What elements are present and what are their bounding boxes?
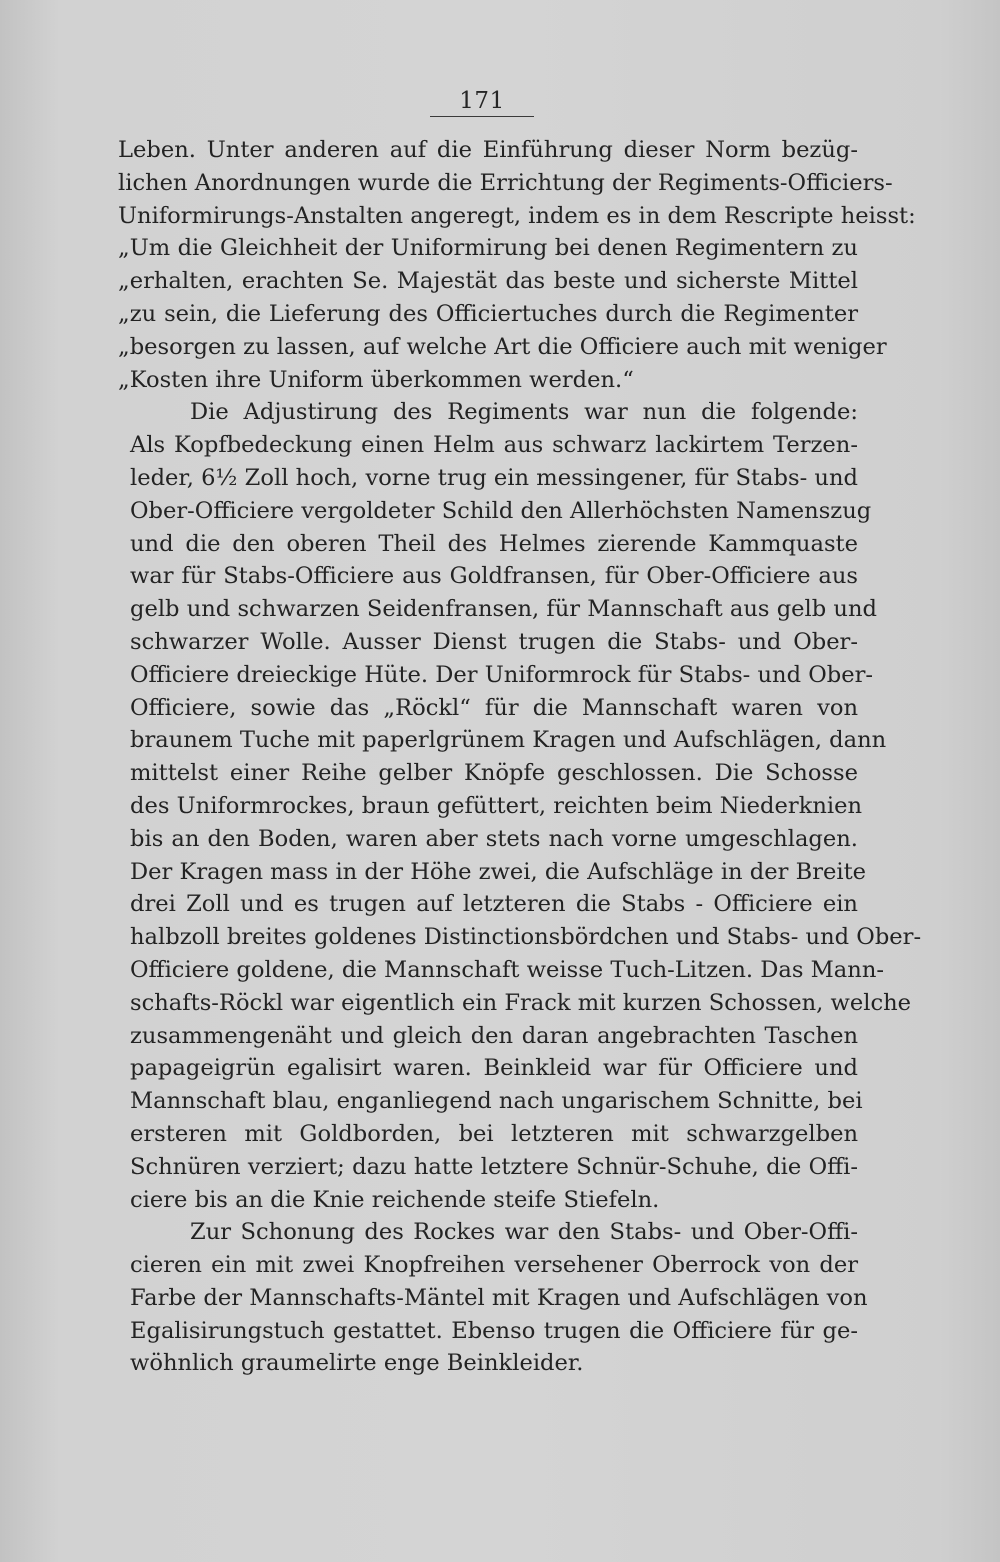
text-line: ciere bis an die Knie reichende steife Stiefeln. (130, 1186, 660, 1213)
text-line: Farbe der Mannschafts-Mäntel mit Kragen und Aufschlägen von (130, 1284, 868, 1311)
text-line: wöhnlich graumelirte enge Beinkleider. (130, 1350, 584, 1377)
text-line: Die Adjustirung des Regiments war nun die folgende: (190, 399, 858, 426)
text-line: halbzoll breites goldenes Distinctionsbördchen und Stabs- und Ober- (130, 924, 922, 951)
text-line: Officiere, sowie das „Röckl“ für die Mannschaft waren von (130, 694, 858, 721)
text-line: Ober-Officiere vergoldeter Schild den Allerhöchsten Namenszug (130, 497, 872, 524)
text-line: braunem Tuche mit paperlgrünem Kragen und Aufschlägen, dann (130, 727, 887, 754)
text-line: „Kosten ihre Uniform überkommen werden.“ (118, 366, 634, 393)
text-line: leder, 6½ Zoll hoch, vorne trug ein messingener, für Stabs- und (130, 464, 858, 491)
text-line: Der Kragen mass in der Höhe zwei, die Aufschläge in der Breite (130, 858, 867, 885)
text-line: drei Zoll und es trugen auf letzteren die Stabs - Officiere ein (130, 891, 858, 918)
text-line: lichen Anordnungen wurde die Errichtung der Regiments-Officiers- (118, 169, 893, 196)
text-line: Leben. Unter anderen auf die Einführung dieser Norm bezüg- (118, 137, 858, 163)
text-line: zusammengenäht und gleich den daran angebrachten Taschen (130, 1022, 858, 1049)
text-line: Officiere dreieckige Hüte. Der Uniformrock für Stabs- und Ober- (130, 661, 874, 688)
text-line: war für Stabs-Officiere aus Goldfransen, für Ober-Officiere aus (130, 563, 858, 590)
text-line: cieren ein mit zwei Knopfreihen versehener Oberrock von der (130, 1252, 858, 1279)
text-line: Schnüren verziert; dazu hatte letztere Schnür-Schuhe, die Offi- (130, 1153, 858, 1180)
text-line: schafts-Röckl war eigentlich ein Frack mit kurzen Schossen, welche (130, 989, 912, 1016)
text-line: „besorgen zu lassen, auf welche Art die Officiere auch mit weniger (118, 333, 887, 360)
paragraph-2 (118, 396, 922, 1216)
text-line: Egalisirungstuch gestattet. Ebenso trugen die Officiere für ge- (130, 1317, 858, 1344)
text-line: Zur Schonung des Rockes war den Stabs- und Ober-Offi- (190, 1219, 858, 1246)
text-line: Uniformirungs-Anstalten angeregt, indem es in dem Rescripte heisst: (118, 202, 916, 229)
body-text (118, 134, 922, 1380)
text-line: „Um die Gleichheit der Uniformirung bei denen Regimentern zu (118, 235, 858, 262)
text-line: ersteren mit Goldborden, bei letzteren mit schwarzgelben (130, 1120, 858, 1147)
text-line: gelb und schwarzen Seidenfransen, für Mannschaft aus gelb und (130, 596, 877, 623)
text-line: Als Kopfbedeckung einen Helm aus schwarz lackirtem Terzen- (130, 432, 858, 459)
text-line: und die den oberen Theil des Helmes zierende Kammquaste (130, 530, 858, 557)
text-line: Mannschaft blau, enganliegend nach ungarischem Schnitte, bei (130, 1088, 863, 1115)
text-line: des Uniformrockes, braun gefüttert, reichten beim Niederknien (130, 792, 863, 819)
text-line: Officiere goldene, die Mannschaft weisse Tuch-Litzen. Das Mann- (130, 956, 885, 983)
text-line: papageigrün egalisirt waren. Beinkleid war für Officiere und (130, 1055, 858, 1082)
paragraph-1 (118, 134, 916, 396)
text-line: „zu sein, die Lieferung des Officiertuches durch die Regimenter (118, 300, 858, 327)
page-number: 171 (430, 88, 534, 117)
text-line: „erhalten, erachten Se. Majestät das beste und sicherste Mittel (118, 268, 858, 295)
text-line: mittelst einer Reihe gelber Knöpfe geschlossen. Die Schosse (130, 760, 858, 787)
paragraph-3 (118, 1216, 868, 1380)
text-line: schwarzer Wolle. Ausser Dienst trugen die Stabs- und Ober- (130, 628, 858, 655)
text-line: bis an den Boden, waren aber stets nach vorne umgeschlagen. (130, 825, 858, 852)
